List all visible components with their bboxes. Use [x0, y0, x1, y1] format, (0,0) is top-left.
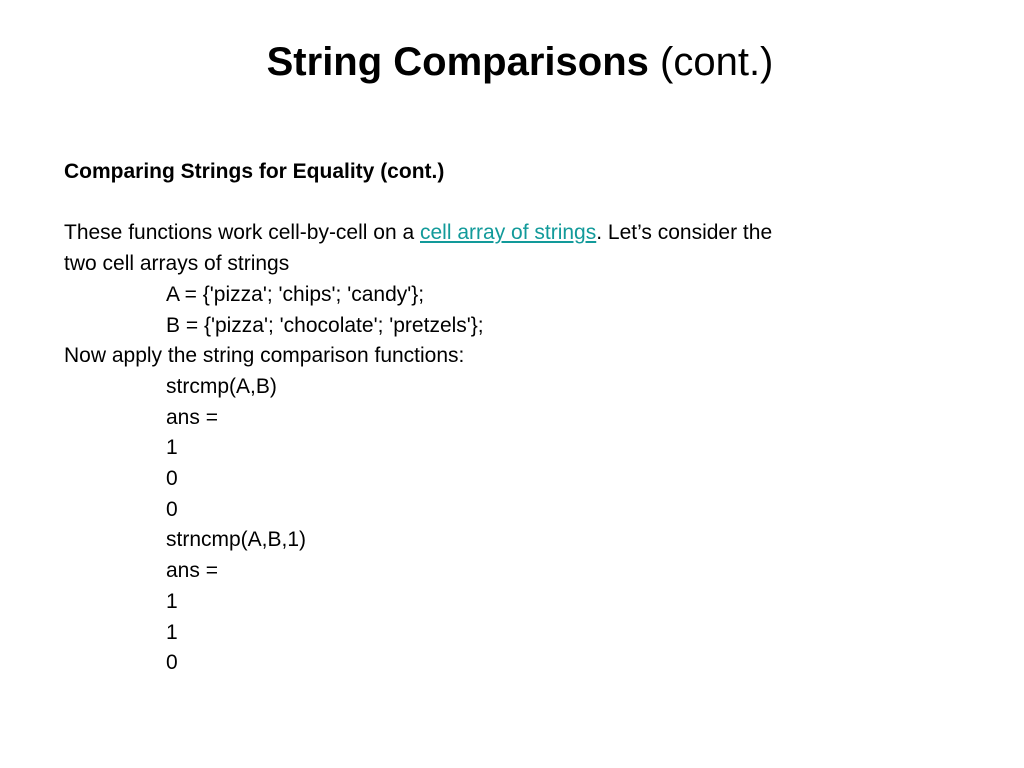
- text-line: Now apply the string comparison functions:: [64, 344, 465, 368]
- code-line: strncmp(A,B,1): [166, 528, 307, 552]
- code-line: A = {'pizza'; 'chips'; 'candy'};: [166, 282, 425, 306]
- code-line: 0: [166, 467, 178, 491]
- code-line: ans =: [166, 405, 218, 429]
- code-line: B = {'pizza'; 'chocolate'; 'pretzels'};: [166, 313, 484, 337]
- intro-line-2: two cell arrays of strings: [64, 252, 290, 276]
- intro-text-after-link: . Let’s consider the: [596, 221, 773, 245]
- intro-line-1: [64, 218, 964, 249]
- cell-array-link[interactable]: cell array of strings: [420, 221, 597, 245]
- code-line: 1: [166, 620, 178, 644]
- intro-text-before-link: These functions work cell-by-cell on a: [64, 221, 420, 245]
- code-block: [64, 280, 964, 679]
- spacer: [64, 188, 964, 219]
- slide-body: [64, 157, 964, 679]
- slide-title-suffix: (cont.): [660, 40, 774, 84]
- code-line: 0: [166, 651, 178, 675]
- slide-title-main: String Comparisons: [266, 40, 649, 84]
- code-line: 1: [166, 436, 178, 460]
- code-line: strcmp(A,B): [166, 374, 277, 398]
- section-subheading: Comparing Strings for Equality (cont.): [64, 160, 445, 183]
- slide-title: [0, 36, 1024, 88]
- code-line: 0: [166, 497, 178, 521]
- code-line: ans =: [166, 559, 218, 583]
- code-line: 1: [166, 589, 178, 613]
